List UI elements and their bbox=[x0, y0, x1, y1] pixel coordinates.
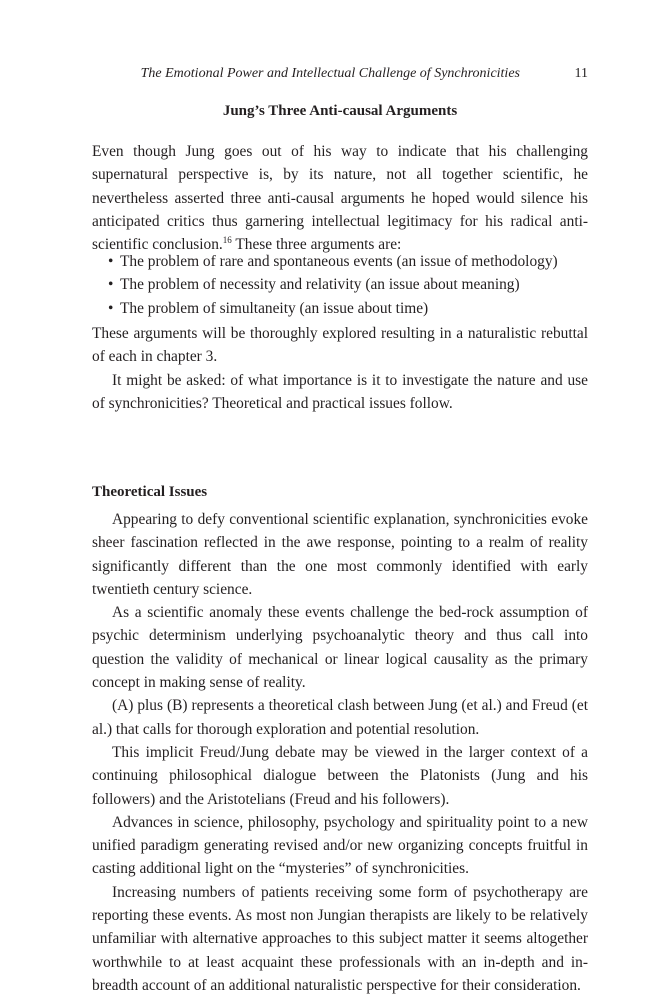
footnote-reference: 16 bbox=[222, 235, 232, 246]
body-paragraph: Advances in science, philosophy, psychology and spirituality point to a new unified paradigm generating revised and/or new organizing concepts fruitful in casting additional light on the “mysteries” of synchronicities. bbox=[92, 813, 588, 878]
body-paragraph: These arguments will be thoroughly explored resulting in a naturalistic rebuttal of each in chapter 3. bbox=[92, 325, 588, 366]
list-item-text: The problem of necessity and relativity (an issue about meaning) bbox=[120, 276, 520, 294]
body-paragraph: (A) plus (B) represents a theoretical clash between Jung (et al.) and Freud (et al.) that calls for thorough exploration and potential resolution. bbox=[92, 697, 588, 738]
page-number: 11 bbox=[574, 66, 588, 81]
intro-block bbox=[92, 140, 588, 256]
list-item-text: The problem of rare and spontaneous events (an issue of methodology) bbox=[120, 253, 558, 270]
intro-text: Even though Jung goes out of his way to indicate that his challenging supernatural perspective is, by its nature, not all together scientific, he nevertheless asserted three anti-causal arguments he hoped would silence his anticipated critics thus garnering intellectual legitimacy for his radical anti-scientific conclusion. bbox=[92, 143, 588, 254]
body-paragraph: As a scientific anomaly these events challenge the bed-rock assumption of psychic determinism underlying psychoanalytic theory and thus call into question the validity of mechanical or linear logical causality as the primary concept in making sense of reality. bbox=[92, 604, 588, 692]
list-item bbox=[108, 297, 588, 320]
list-item-text: The problem of simultaneity (an issue about time) bbox=[120, 299, 429, 317]
list-item bbox=[108, 273, 588, 296]
running-head bbox=[92, 66, 588, 86]
body-paragraph: Appearing to defy conventional scientific explanation, synchronicities evoke sheer fascination reflected in the awe response, pointing to a realm of reality significantly different than the one most commonly identified with early twentieth century science. bbox=[92, 511, 588, 598]
body-paragraph: Increasing numbers of patients receiving some form of psychotherapy are reporting these events. As most non Jungian therapists are likely to be relatively unfamiliar with alternative approaches to this subject matter it seems altogether worthwhile to at least acquaint these professionals with an in-depth and in-breadth account of an additional naturalistic perspective for their consideration. bbox=[92, 883, 588, 994]
arguments-list bbox=[108, 250, 588, 320]
intro-paragraph bbox=[92, 140, 588, 256]
body-paragraph: It might be asked: of what importance is it to investigate the nature and use of synchronicities? Theoretical and practical issues follow. bbox=[92, 371, 588, 412]
bullet-icon: • bbox=[108, 253, 114, 270]
intro-text-continued: These three arguments are: bbox=[231, 236, 402, 254]
subheading: Theoretical Issues bbox=[92, 484, 208, 500]
theoretical-issues-block bbox=[92, 508, 588, 997]
after-list-block bbox=[92, 322, 588, 415]
running-head-title: The Emotional Power and Intellectual Challenge of Synchronicities bbox=[140, 66, 520, 81]
bullet-icon: • bbox=[108, 299, 114, 317]
body-paragraph: This implicit Freud/Jung debate may be viewed in the larger context of a continuing philosophical dialogue between the Platonists (Jung and his followers) and the Aristotelians (Freud and his followers). bbox=[92, 743, 588, 808]
section-heading: Jung’s Three Anti-causal Arguments bbox=[222, 103, 458, 119]
bullet-icon: • bbox=[108, 276, 114, 294]
list-item bbox=[108, 250, 588, 273]
